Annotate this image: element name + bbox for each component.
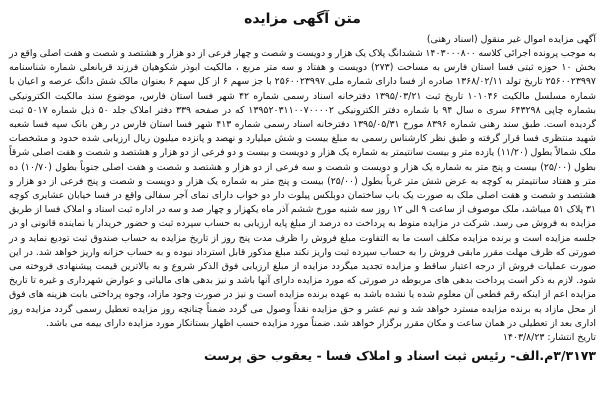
notice-title: متن آگهی مزایده <box>244 11 361 27</box>
notice-subtitle: آگهی مزایده اموال غیر منقول (اسناد رهنی) <box>426 34 596 45</box>
notice-body: به موجب پرونده اجرائی کلاسه ۱۴۰۳۰۰۰۸۰۰ ششدانگ پلاک یک هزار و دویست و شصت و چهار فرعی از دو هزار و هشتصد و شصت و هفت اصلی واقع در بخش ۱۰ حوزه ثبتی فسا استان فارس به مساحت (۲۷۳) دویست و هفتاد و سه متر مربع ، مالکیت ابوذر شکوهیان فرزند قربانعلی شماره شناسنامه ۲۵۶۰۰۲۳۹۹۷ تاریخ تولد ۱۳۶۸/۰۲/۱۱ صادره از فسا دارای شماره ملی ۲۵۶۰۰۲۳۹۹۷ با جز سهم ۶ از کل سهم ۶ بعنوان مالک شش دانگ عرصه و اعیان با شماره مسلسل مالکیت ۱۰۱۰۴۶ تاریخ ثبت ۱۳۹۵/۰۳/۲۱ دفترخانه اسناد رسمی شماره ۴۲ شهر فسا استان فارس، موضوع سند مالکیت الکترونیکی بشماره چاپی ۶۴۳۲۹۸ سری ه سال ۹۴ با شماره دفتر الکترونیکی ۱۳۹۵۲۰۳۱۱۰۰۷۰۰۰۰۲ که در صفحه ۳۳۹ دفتر املاک جلد ۵۰ ذیل شماره ۵۰۱۷ ثبت گردیده است. طبق سند رهنی شماره ۸۳۹۶ مورخ ۱۳۹۵/۰۵/۳۱ دفترخانه اسناد رسمی شماره ۴۱۳ شهر فسا استان فارس در رهن بانک سپه فسا شعبه شهید منتظری فسا قرار گرفته و طبق نظر کارشناس رسمی به مبلغ بیست و شش میلیارد و نهصد و پانزده میلیون ریال ارزیابی شده حدود و مشخصات ملک شمالاً بطول (۱۱/۲۰) یازده متر و بیست سانتیمتر به شماره یک هزار و دویست و بیست و دو فرعی از دو هزار و هشتصد و شصت و هفت اصلی شرقاً بطول (۲۵/۰۰) بیست و پنج متر به شماره یک هزار و دویست و شصت و سه فرعی از دو هزار و هشتصد و شصت و هفت اصلی جنوباً بطول (۱۰/۷۰) ده متر و هفتاد سانتیمتر به کوچه به عرض شش متر غرباً بطول (۲۵/۰۰) بیست و پنج متر به شماره یک هزار و دویست و شصت و پنج فرعی از دو هزار و هشتصد و شصت و هفت اصلی ملک به صورت یک باب ساختمان دوبلکس پیلوت دار دو خواب دارای نمای آجر سفالی واقع در فسا خیابان عشایری کوچه ۳۱ پلاک ۵۱ میباشد، ملک موصوف از ساعت ۹ الی ۱۲ روز سه شنبه مورخ ششم آذر ماه یکهزار و چهار صد و سه در اداره ثبت اسناد و املاک فسا از طریق مزایده به فروش می رسد. شرکت در مزایده منوط به پرداخت ده درصد از مبلغ پایه ارزیابی به حساب سپرده ثبت و حضور خریدار یا نماینده قانونی او در جلسه مزایده است و برنده مزایده مکلف است ما به التفاوت مبلغ فروش را ظرف مدت پنج روز از تاریخ مزایده به حساب صندوق ثبت تودیع نماید و در صورتی که ظرف مهلت مقرر مابقی فروش را به حساب سپرده ثبت واریز نکند مبلغ مذکور قابل استرداد نبوده و به حساب خزانه واریز خواهد شد. در این صورت عملیات فروش از درجه اعتبار ساقط و مزایده تجدید میگردد مزایده از مبلغ ارزیابی فوق الذکر شروع و به بالاترین قیمت پیشنهادی فروخته می شود. لازم به ذکر است پرداخت بدهی های مربوطه در صورتی که مورد مزایده دارای آنها باشد و نیز بدهی های مالیاتی و عوارض شهرداری و غیره تا تاریخ مزایده اعم از اینکه رقم قطعی آن معلوم شده یا نشده باشد به عهده برنده مزایده است و نیز در صورت وجود مازاد، وجوه پرداختی بابت هزینه های فوق از محل مازاد به برنده مزایده مسترد خواهد شد و نیم عشر و حق مزایده نقداً وصول می گردد ضمناً چنانچه روز مزایده تعطیل رسمی گردد مزایده روز اداری بعد از تعطیلی در همان ساعت و مکان مقرر برگزار خواهد شد. ضمناً مورد مزایده حسب اظهار بستانکار مورد مزایده دارای بیمه می باشد. <box>9 48 597 329</box>
publish-date-value: ۱۴۰۳/۸/۲۳ <box>502 332 545 344</box>
publish-date-label: تاریخ انتشار: <box>547 332 596 344</box>
signature: ۳/۳۱۷۳م.الف- رئیس ثبت اسناد و املاک فسا - یعقوب حق پرست <box>204 348 596 364</box>
publish-date-line <box>9 331 596 345</box>
